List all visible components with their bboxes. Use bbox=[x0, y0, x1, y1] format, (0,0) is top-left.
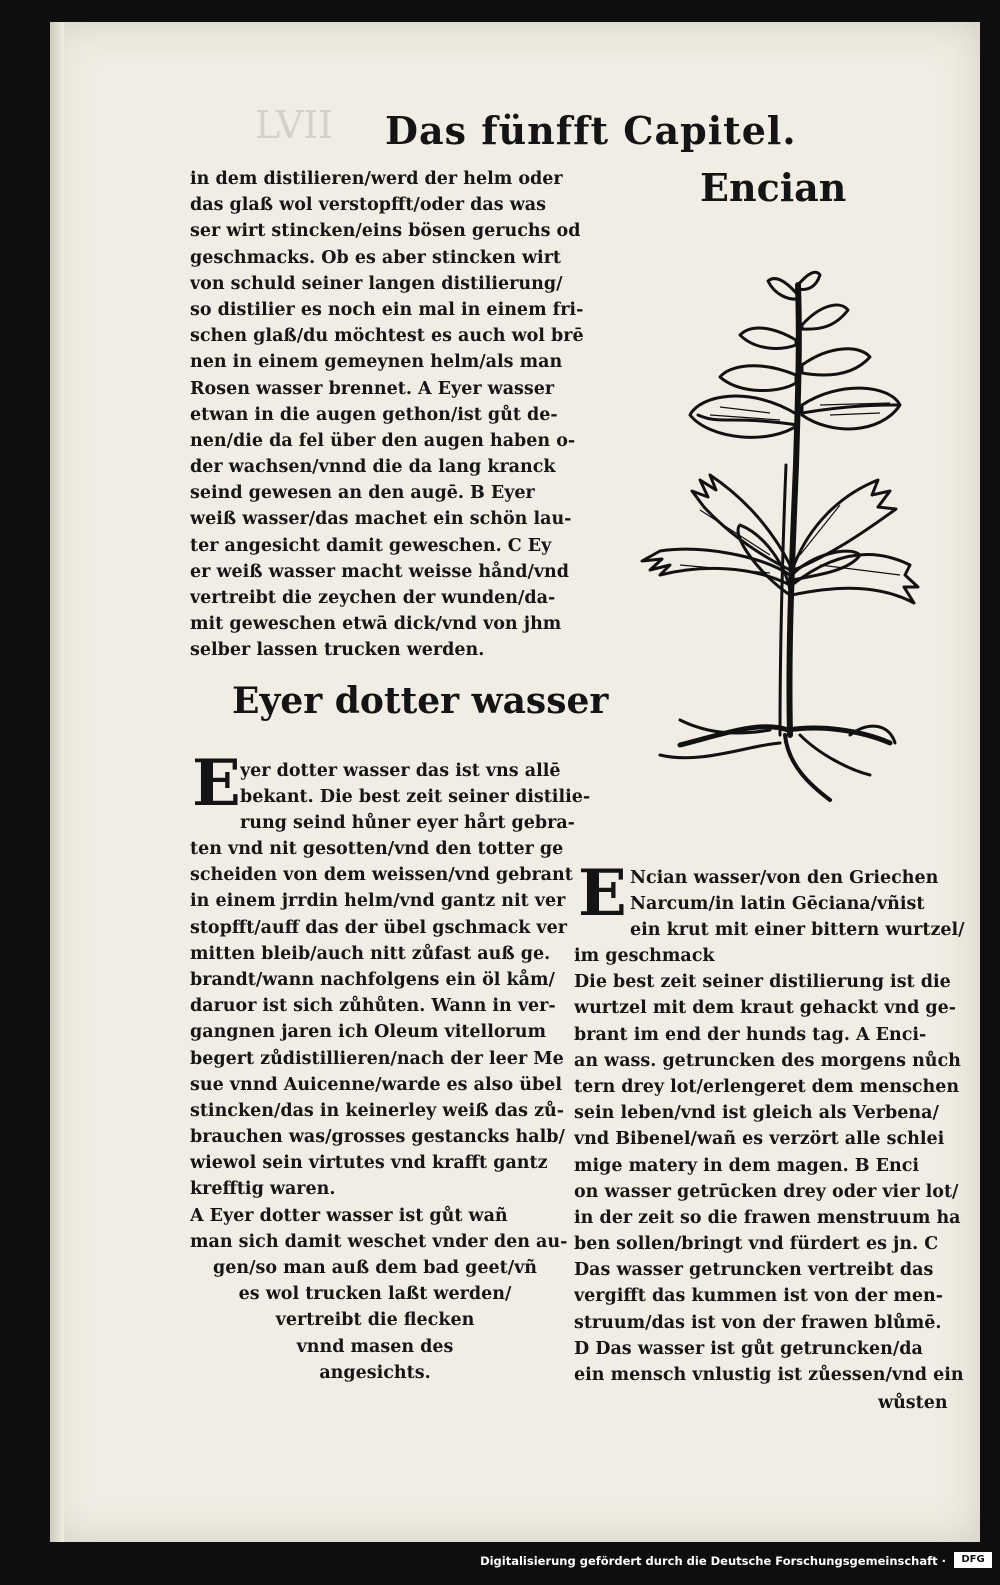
text-line: er weiß wasser macht weisse hånd/vnd bbox=[190, 561, 569, 582]
text-line: sein leben/vnd ist gleich als Verbena/ bbox=[574, 1103, 939, 1124]
text-line: das glaß wol verstopfft/oder das was bbox=[190, 195, 546, 216]
text-line: Ncian wasser/von den Griechen bbox=[630, 868, 939, 888]
text-line: vnnd masen des bbox=[296, 1336, 454, 1357]
text-line: Narcum/in latin Gēciana/vñist bbox=[630, 894, 925, 915]
text-line: ter angesicht damit geweschen. C Ey bbox=[190, 535, 552, 556]
eyer-tail bbox=[190, 1255, 560, 1386]
text-line: vergifft das kummen ist von der men- bbox=[574, 1286, 943, 1307]
dfg-logo: DFG bbox=[954, 1552, 992, 1568]
page-gutter-edge bbox=[50, 22, 64, 1542]
text-line: schen glaß/du möchtest es auch wol brē bbox=[190, 326, 584, 347]
text-line: weiß wasser/das machet ein schön lau- bbox=[190, 509, 572, 530]
text-line: D Das wasser ist gůt getruncken/da bbox=[574, 1338, 923, 1359]
section-heading-eyer-dotter: Eyer dotter wasser bbox=[232, 680, 609, 722]
text-line: so distilier es noch ein mal in einem fri- bbox=[190, 299, 584, 320]
text-line: yer dotter wasser das ist vns allē bbox=[240, 761, 561, 781]
text-line: vertreibt die flecken bbox=[275, 1310, 475, 1331]
eyer-indented-lines bbox=[240, 758, 590, 837]
text-line: ein krut mit einer bittern wurtzel/ bbox=[630, 920, 965, 941]
text-line: stincken/das in keinerley weiß das zů- bbox=[190, 1100, 565, 1121]
chapter-title: Das fünfft Capitel. bbox=[385, 108, 797, 153]
text-line: mige matery in dem magen. B Enci bbox=[574, 1155, 920, 1176]
digitization-credit: Digitalisierung gefördert durch die Deutsche Forschungsgemeinschaft · bbox=[480, 1554, 946, 1568]
text-line: on wasser getrūcken drey oder vier lot/ bbox=[574, 1181, 959, 1202]
text-line: scheiden von dem weissen/vnd gebrant bbox=[190, 865, 573, 886]
text-line: seind gewesen an den augē. B Eyer bbox=[190, 483, 535, 504]
text-line: im geschmack bbox=[574, 946, 715, 966]
text-line: tern drey lot/erlengeret dem menschen bbox=[574, 1076, 960, 1097]
text-line: nen/die da fel über den augen haben o- bbox=[190, 430, 576, 451]
text-line: brauchen was/grosses gestancks halb/ bbox=[190, 1127, 565, 1148]
section-heading-encian: Encian bbox=[700, 165, 847, 210]
text-line: brant im end der hunds tag. A Enci- bbox=[574, 1024, 927, 1045]
text-line: struum/das ist von der frawen blůmē. bbox=[574, 1312, 942, 1333]
text-line: in dem distilieren/werd der helm oder bbox=[190, 169, 563, 189]
text-line: krefftig waren. bbox=[190, 1179, 336, 1200]
text-line: ser wirt stincken/eins bösen geruchs od bbox=[190, 221, 581, 242]
encian-indented-lines bbox=[630, 865, 965, 944]
text-line: angesichts. bbox=[319, 1362, 431, 1383]
text-line: gen/so man auß dem bad geet/vñ bbox=[213, 1258, 537, 1278]
text-line: brandt/wann nachfolgens ein öl kåm/ bbox=[190, 969, 555, 990]
text-line: der wachsen/vnnd die da lang kranck bbox=[190, 457, 556, 478]
text-line: vnd Bibenel/wañ es verzört alle schlei bbox=[574, 1129, 945, 1150]
text-line: wurtzel mit dem kraut gehackt vnd ge- bbox=[574, 998, 957, 1019]
text-line: in der zeit so die frawen menstruum ha bbox=[574, 1207, 961, 1228]
text-line: ein mensch vnlustig ist zůessen/vnd ein bbox=[574, 1365, 964, 1385]
gentian-plant-woodcut-icon bbox=[620, 265, 930, 810]
encian-body bbox=[574, 943, 964, 1388]
text-line: geschmacks. Ob es aber stincken wirt bbox=[190, 247, 562, 268]
text-line: ten vnd nit gesotten/vnd den totter ge bbox=[190, 839, 564, 859]
text-line: Das wasser getruncken vertreibt das bbox=[574, 1260, 934, 1281]
text-line: man sich damit weschet vnder den au- bbox=[190, 1231, 568, 1252]
text-line: rung seind hůner eyer hårt gebra- bbox=[240, 813, 575, 834]
text-line: gangnen jaren ich Oleum vitellorum bbox=[190, 1022, 546, 1043]
text-line: begert zůdistillieren/nach der leer Me bbox=[190, 1048, 564, 1069]
text-line: daruor ist sich zůhůten. Wann in ver- bbox=[190, 996, 556, 1017]
text-line: selber lassen trucken werden. bbox=[190, 640, 485, 661]
text-line: nen in einem gemeynen helm/als man bbox=[190, 352, 563, 373]
bleed-through-numeral: LVII bbox=[255, 103, 334, 147]
text-line: stopfft/auff das der übel gschmack ver bbox=[190, 917, 567, 938]
text-line: mit geweschen etwā dick/vnd von jhm bbox=[190, 614, 562, 635]
drop-capital-eyer: E bbox=[192, 746, 241, 821]
catchword: wůsten bbox=[878, 1393, 948, 1413]
text-line: in einem jrrdin helm/vnd gantz nit ver bbox=[190, 891, 566, 912]
text-line: Die best zeit seiner distilierung ist die bbox=[574, 972, 951, 993]
text-line: sue vnnd Auicenne/warde es also übel bbox=[190, 1074, 562, 1095]
drop-capital-encian: E bbox=[578, 856, 627, 931]
text-line: ben sollen/bringt vnd fürdert es jn. C bbox=[574, 1234, 939, 1255]
text-line: an wass. getruncken des morgens nůch bbox=[574, 1050, 961, 1071]
text-line: Rosen wasser brennet. A Eyer wasser bbox=[190, 378, 555, 399]
text-line: vertreibt die zeychen der wunden/da- bbox=[190, 588, 556, 608]
text-line: bekant. Die best zeit seiner distilie- bbox=[240, 787, 591, 808]
text-line: A Eyer dotter wasser ist gůt wañ bbox=[190, 1205, 508, 1226]
text-line: es wol trucken laßt werden/ bbox=[238, 1284, 512, 1305]
text-line: mitten bleib/auch nitt zůfast auß ge. bbox=[190, 943, 551, 964]
text-line: etwan in die augen gethon/ist gůt de- bbox=[190, 404, 558, 425]
left-column-top bbox=[190, 166, 584, 664]
text-line: von schuld seiner langen distilierung/ bbox=[190, 273, 563, 294]
eyer-body bbox=[190, 836, 573, 1255]
text-line: wiewol sein virtutes vnd krafft gantz bbox=[190, 1153, 548, 1174]
